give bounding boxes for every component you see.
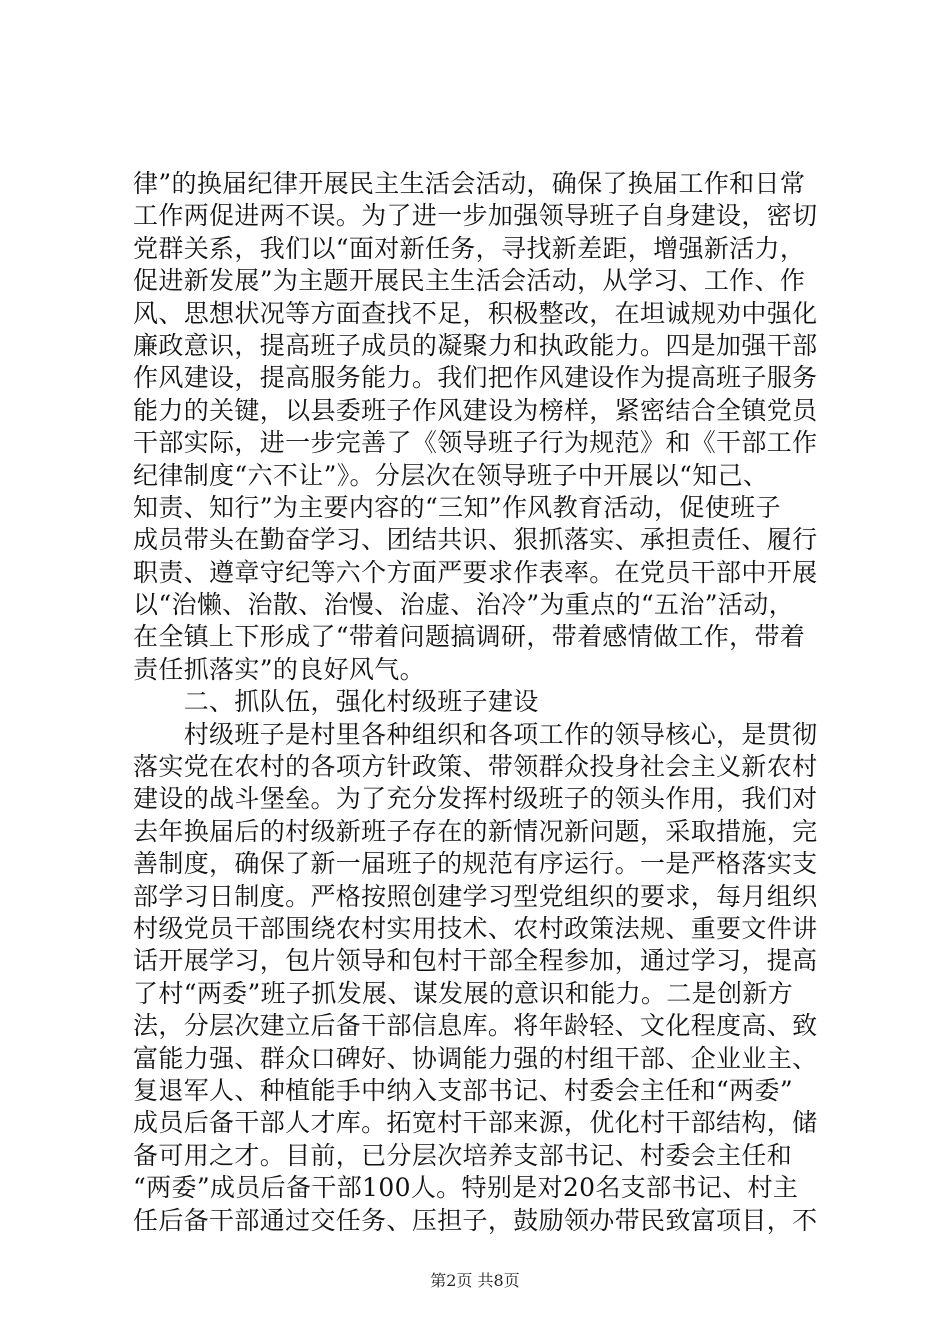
section-heading: 二、抓队伍，强化村级班子建设 [133, 687, 539, 717]
text-line: 能力的关键，以县委班子作风建设为榜样，紧密结合全镇党员 [133, 395, 818, 425]
text-line: 去年换届后的村级新班子存在的新情况新问题，采取措施，完 [133, 816, 818, 846]
text-line: 职责、遵章守纪等六个方面严要求作表率。在党员干部中开展 [133, 557, 818, 587]
text-line: 成员后备干部人才库。拓宽村干部来源，优化村干部结构，储 [133, 1108, 818, 1138]
text-line: 建设的战斗堡垒。为了充分发挥村级班子的领头作用，我们对 [133, 784, 818, 814]
text-line: 富能力强、群众口碑好、协调能力强的村组干部、企业业主、 [133, 1043, 818, 1073]
text-line: 以“治懒、治散、治慢、治虚、治冷”为重点的“五治”活动， [133, 590, 794, 620]
text-line: 任后备干部通过交任务、压担子，鼓励领办带民致富项目，不 [133, 1205, 818, 1235]
text-line: 话开展学习，包片领导和包村干部全程参加，通过学习，提高 [133, 946, 818, 976]
text-line: 责任抓落实”的良好风气。 [133, 654, 425, 684]
text-line: 作风建设，提高服务能力。我们把作风建设作为提高班子服务 [133, 363, 818, 393]
text-line: 律”的换届纪律开展民主生活会活动，确保了换届工作和日常 [133, 169, 806, 198]
text-line: 了村“两委”班子抓发展、谋发展的意识和能力。二是创新方 [133, 978, 794, 1008]
text-line: 工作两促进两不误。为了进一步加强领导班子自身建设，密切 [133, 201, 818, 231]
text-line: 知责、知行”为主要内容的“三知”作风教育活动，促使班子 [133, 492, 781, 522]
document-body [133, 168, 829, 1237]
text-line: 促进新发展”为主题开展民主生活会活动，从学习、工作、作 [133, 266, 806, 296]
text-line: 成员带头在勤奋学习、团结共识、狠抓落实、承担责任、履行 [133, 525, 818, 555]
text-line: 部学习日制度。严格按照创建学习型党组织的要求，每月组织 [133, 881, 818, 911]
text-line: “两委”成员后备干部100人。特别是对20名支部书记、村主 [133, 1173, 799, 1203]
page-footer: 第2页 共8页 [430, 1271, 520, 1290]
text-line: 备可用之才。目前，已分层次培养支部书记、村委会主任和 [133, 1140, 793, 1170]
text-line: 纪律制度“六不让”》。分层次在领导班子中开展以“知己、 [133, 460, 769, 490]
text-line: 廉政意识，提高班子成员的凝聚力和执政能力。四是加强干部 [133, 330, 818, 360]
text-line: 法，分层次建立后备干部信息库。将年龄轻、文化程度高、致 [133, 1011, 818, 1041]
text-line: 善制度，确保了新一届班子的规范有序运行。一是严格落实支 [133, 849, 818, 879]
text-line: 落实党在农村的各项方针政策、带领群众投身社会主义新农村 [133, 752, 818, 782]
text-line: 党群关系，我们以“面对新任务，寻找新差距，增强新活力， [133, 233, 806, 263]
text-line: 风、思想状况等方面查找不足，积极整改，在坦诚规劝中强化 [133, 298, 818, 328]
text-line: 村级班子是村里各种组织和各项工作的领导核心，是贯彻 [133, 719, 818, 749]
text-line: 在全镇上下形成了“带着问题搞调研，带着感情做工作，带着 [133, 622, 806, 652]
text-line: 村级党员干部围绕农村实用技术、农村政策法规、重要文件讲 [133, 913, 818, 943]
text-line: 复退军人、种植能手中纳入支部书记、村委会主任和“两委” [133, 1075, 794, 1105]
text-line: 干部实际，进一步完善了《领导班子行为规范》和《干部工作 [133, 428, 818, 458]
